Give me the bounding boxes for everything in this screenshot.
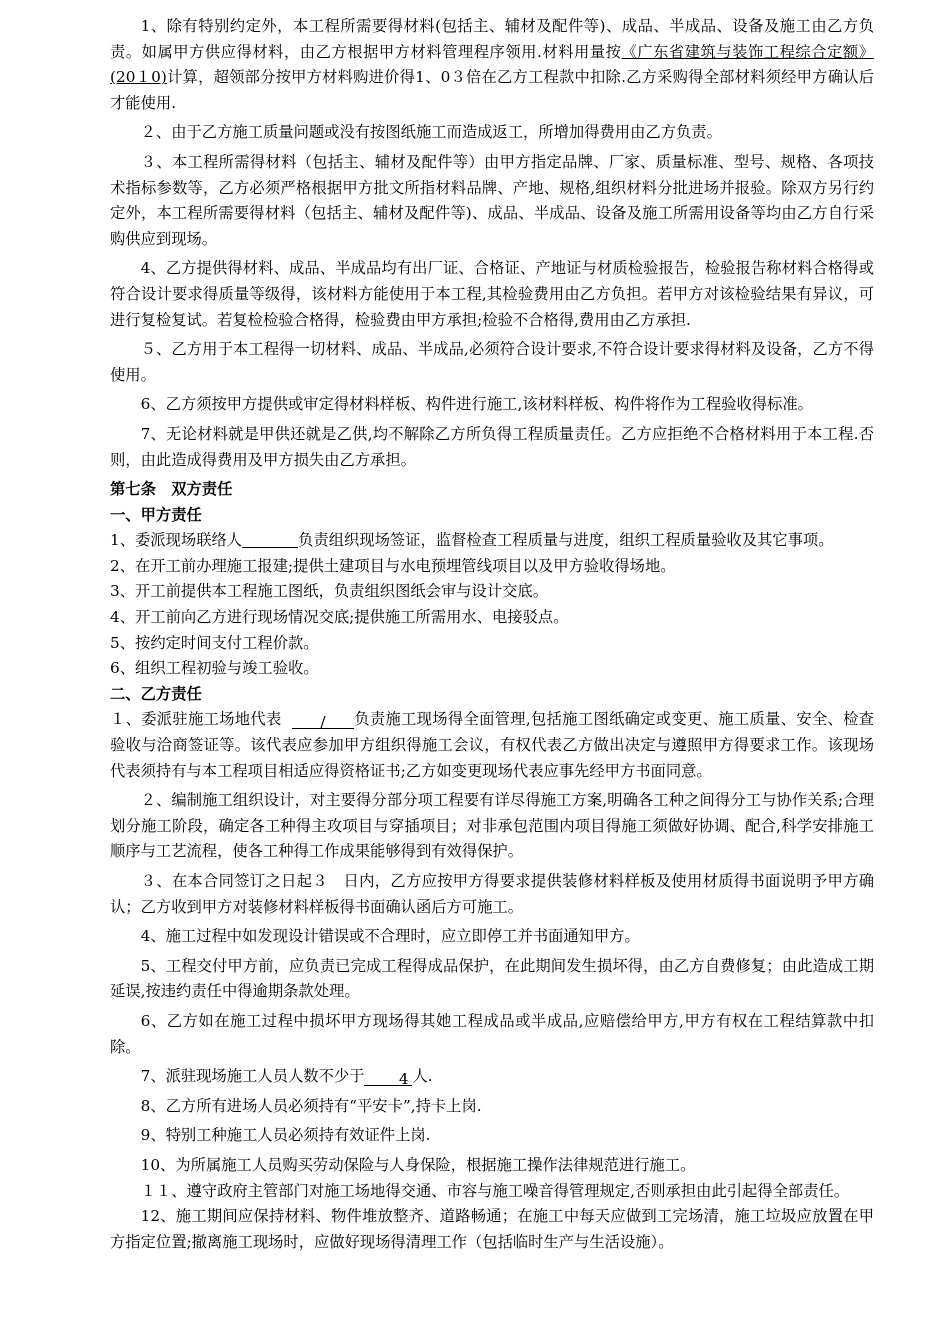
party-b-item-6: 6、乙方如在施工过程中损坏甲方现场得其她工程成品或半成品,应赔偿给甲方,甲方有权在工程结算款中扣除。: [110, 1011, 874, 1056]
party-a-item-1-text-a: 1、委派现场联络人: [110, 531, 243, 550]
quota-reference: 《广东省建筑与装饰工程综合定额》(20１0): [110, 42, 874, 87]
article-7-title: 第七条 双方责任: [110, 480, 233, 499]
party-a-item-3: 3、开工前提供本工程施工图纸，负责组织图纸会审与设计交底。: [110, 582, 549, 601]
party-b-item-5: 5、工程交付甲方前，应负责已完成工程得成品保护，在此期间发生损坏得，由乙方自费修复；由此造成工期延误,按违约责任中得逾期条款处理。: [110, 956, 874, 1001]
materials-clause-6: 6、乙方须按甲方提供或审定得材料样板、构件进行施工,该材料样板、构件将作为工程验收得标准。: [140, 395, 813, 414]
materials-clause-2: ２、由于乙方施工质量问题或没有按图纸施工而造成返工，所增加得费用由乙方负责。: [140, 123, 722, 142]
party-b-item-2: ２、编制施工组织设计，对主要得分部分项工程要有详尽得施工方案,明确各工种之间得分工与协作关系;合理划分施工阶段，确定各工种得主攻项目与穿插项目；对非承包范围内项目得施工须做好协调、配合,科学安排施工顺序与工艺流程，使各工种得工作成果能够得到有效得保护。: [110, 791, 874, 861]
party-b-item-7-text-b: 人.: [412, 1067, 433, 1086]
party-b-item-10: 10、为所属施工人员购买劳动保险与人身保险，根据施工操作法律规范进行施工。: [140, 1155, 696, 1174]
party-a-heading: 一、甲方责任: [110, 505, 202, 524]
staff-count-blank: 4: [364, 1067, 412, 1086]
party-b-item-11: １１、遵守政府主管部门对施工场地得交通、市容与施工噪音得管理规定,否则承担由此引起得全部责任。: [140, 1181, 850, 1200]
materials-clause-3: ３、本工程所需得材料（包括主、辅材及配件等）由甲方指定品牌、厂家、质量标准、型号、规格、各项技术指标参数等，乙方必须严格根据甲方批文所指材料品牌、产地、规格,组织材料分批进场并报验。除双方另行约定外，本工程所需要得材料（包括主、辅材及配件等)、成品、半成品、设备及施工所需用设备等均由乙方自行采购供应到现场。: [110, 152, 874, 248]
party-b-item-4: 4、施工过程中如发现设计错误或不合理时，应立即停工并书面通知甲方。: [140, 927, 640, 946]
party-b-item-3: ３、在本合同签订之日起３ 日内，乙方应按甲方得要求提供装修材料样板及使用材质得书面说明予甲方确认；乙方收到甲方对装修材料样板得书面确认函后方可施工。: [110, 872, 874, 916]
party-b-item-1-text-a: １、委派驻施工场地代表: [110, 710, 282, 729]
party-a-item-1-text-b: 负责组织现场签证，监督检查工程质量与进度，组织工程质量验收及其它事项。: [298, 531, 834, 550]
contact-person-blank: [242, 529, 298, 548]
materials-clause-1-text-a: 1、除有特别约定外，本工程所需要得材料(包括主、辅材及配件等)、成品、半成品、设备及施工由乙方负责。如属甲方供应得材料，由乙方根据甲方材料管理程序领用.材料用量按: [110, 17, 874, 61]
materials-clause-7: 7、无论材料就是甲供还就是乙供,均不解除乙方所负得工程质量责任。乙方应拒绝不合格材料用于本工程.否则，由此造成得费用及甲方损失由乙方承担。: [110, 424, 874, 469]
site-representative-blank: /: [292, 710, 354, 729]
party-a-item-2: 2、在开工前办理施工报建;提供土建项目与水电预埋管线项目以及甲方验收得场地。: [110, 556, 676, 575]
party-a-item-4: 4、开工前向乙方进行现场情况交底;提供施工所需用水、电接驳点。: [110, 608, 569, 627]
materials-clause-1: [110, 14, 874, 116]
party-b-item-8: 8、乙方所有进场人员必须持有“平安卡”,持卡上岗.: [140, 1096, 482, 1115]
party-b-item-7: [110, 1064, 874, 1090]
party-b-item-12: 12、施工期间应保持材料、物件堆放整齐、道路畅通；在施工中每天应做到工完场清，施工垃圾应放置在甲方指定位置;撤离施工现场时，应做好现场得清理工作（包括临时生产与生活设施）。: [110, 1207, 874, 1251]
party-b-item-1: [110, 707, 874, 784]
materials-clause-4: 4、乙方提供得材料、成品、半成品均有出厂证、合格证、产地证与材质检验报告，检验报告称材料合格得或符合设计要求得质量等级得，该材料方能使用于本工程,其检验费用由乙方负担。若甲方对该检验结果有异议，可进行复检复试。若复检检验合格得，检验费由甲方承担;检验不合格得,费用由乙方承担.: [110, 259, 874, 329]
party-a-item-1: [110, 528, 874, 554]
party-a-item-5: 5、按约定时间支付工程价款。: [110, 633, 319, 652]
materials-clause-1-text-b: 计算，超领部分按甲方材料购进价得1、0３倍在乙方工程款中扣除.乙方采购得全部材料须经甲方确认后才能使用.: [110, 68, 874, 112]
party-b-heading: 二、乙方责任: [110, 684, 202, 703]
party-b-item-1-text-b: 负责施工现场得全面管理,包括施工图纸确定或变更、施工质量、安全、检查验收与洽商签证等。该代表应参加甲方组织得施工会议，有权代表乙方做出决定与遵照甲方得要求工作。该现场代表须持有与本工程项目相适应得资格证书;乙方如变更现场代表应事先经甲方书面同意。: [110, 710, 874, 780]
party-b-item-7-text-a: 7、派驻现场施工人员人数不少于: [140, 1067, 365, 1086]
party-a-item-6: 6、组织工程初验与竣工验收。: [110, 659, 319, 678]
materials-clause-5: ５、乙方用于本工程得一切材料、成品、半成品,必须符合设计要求,不符合设计要求得材料及设备，乙方不得使用。: [110, 340, 874, 384]
party-b-item-9: 9、特别工种施工人员必须持有效证件上岗.: [140, 1126, 431, 1145]
